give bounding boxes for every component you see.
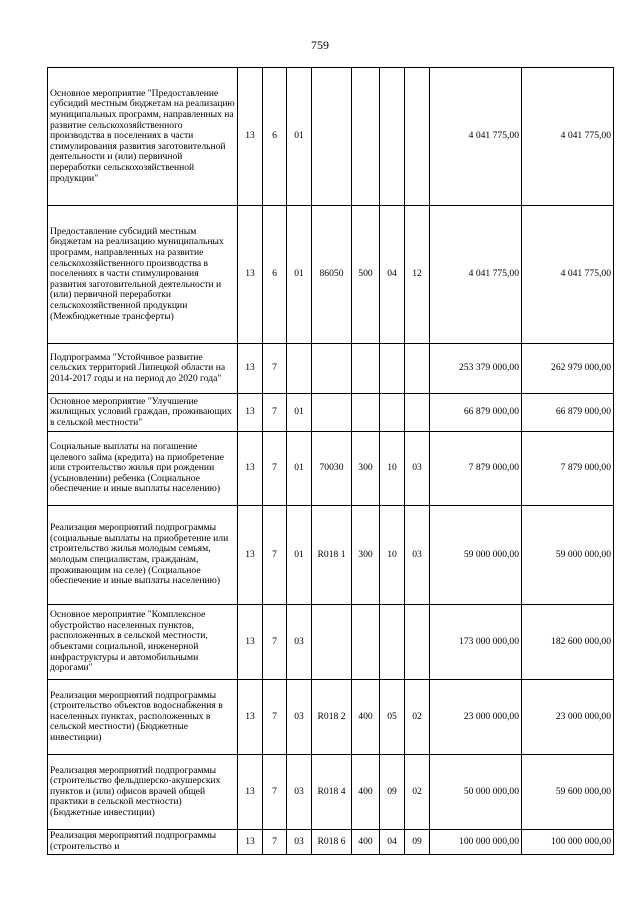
cell-sum2: 4 041 775,00	[522, 206, 614, 344]
cell-vr: 500	[352, 206, 380, 344]
cell-gp: 13	[238, 432, 263, 506]
table-row	[48, 68, 614, 206]
cell-om: 03	[287, 830, 312, 855]
cell-gp: 13	[238, 68, 263, 206]
row-name: Социальные выплаты на погашение целевого займа (кредита) на приобретение или строительство жилья при рождении (усыновлении) ребенка (Социальное обеспечение и иные выплаты населению)	[48, 432, 238, 506]
cell-pp: 7	[263, 394, 287, 432]
cell-sum1: 4 041 775,00	[430, 68, 522, 206]
table-row	[48, 394, 614, 432]
cell-vr	[352, 68, 380, 206]
budget-table	[47, 67, 614, 855]
cell-rz: 10	[380, 432, 405, 506]
cell-pp: 6	[263, 68, 287, 206]
cell-sum1: 23 000 000,00	[430, 680, 522, 755]
cell-gp: 13	[238, 206, 263, 344]
cell-pp: 7	[263, 605, 287, 680]
cell-gp: 13	[238, 605, 263, 680]
cell-om: 01	[287, 206, 312, 344]
cell-pr: 02	[405, 680, 430, 755]
cell-rz: 05	[380, 680, 405, 755]
cell-vr	[352, 394, 380, 432]
cell-rz: 10	[380, 506, 405, 605]
cell-sum1: 7 879 000,00	[430, 432, 522, 506]
cell-om: 03	[287, 680, 312, 755]
cell-dir	[312, 605, 352, 680]
cell-rz: 04	[380, 206, 405, 344]
cell-sum1: 173 000 000,00	[430, 605, 522, 680]
table-body	[48, 68, 614, 855]
cell-pr: 03	[405, 432, 430, 506]
cell-sum2: 182 600 000,00	[522, 605, 614, 680]
cell-sum1: 253 379 000,00	[430, 344, 522, 394]
cell-om: 03	[287, 605, 312, 680]
row-name: Реализация мероприятий подпрограммы (строительство объектов водоснабжения в населенных пунктах, расположенных в сельской местности) (Бюджетные инвестиции)	[48, 680, 238, 755]
cell-pp: 7	[263, 506, 287, 605]
cell-rz	[380, 394, 405, 432]
cell-dir	[312, 394, 352, 432]
cell-pp: 7	[263, 680, 287, 755]
cell-vr: 300	[352, 432, 380, 506]
row-name: Подпрограмма "Устойчивое развитие сельских территорий Липецкой области на 2014-2017 годы и на период до 2020 года"	[48, 344, 238, 394]
cell-dir: R018 6	[312, 830, 352, 855]
cell-sum2: 23 000 000,00	[522, 680, 614, 755]
cell-sum2: 66 879 000,00	[522, 394, 614, 432]
page-number: 759	[311, 38, 329, 52]
cell-rz: 09	[380, 755, 405, 830]
table-row	[48, 432, 614, 506]
cell-vr: 300	[352, 506, 380, 605]
table-row	[48, 506, 614, 605]
cell-pp: 7	[263, 432, 287, 506]
cell-pr: 09	[405, 830, 430, 855]
cell-gp: 13	[238, 344, 263, 394]
cell-vr	[352, 605, 380, 680]
cell-sum1: 59 000 000,00	[430, 506, 522, 605]
cell-pr: 12	[405, 206, 430, 344]
cell-rz	[380, 68, 405, 206]
cell-pr: 02	[405, 755, 430, 830]
cell-pp: 7	[263, 830, 287, 855]
table-row	[48, 605, 614, 680]
cell-dir: R018 1	[312, 506, 352, 605]
row-name: Реализация мероприятий подпрограммы (социальные выплаты на приобретение или строительство жилья молодым семьям, молодым специалистам, гражданам, проживающим на селе) (Социальное обеспечение и иные выплаты населению)	[48, 506, 238, 605]
row-name: Предоставление субсидий местным бюджетам на реализацию муниципальных программ, направленных на развитие сельскохозяйственного производства в поселениях в части стимулирования развития заготовительной деятельности и (или) первичной переработки сельскохозяйственной продукции (Межбюджетные трансферты)	[48, 206, 238, 344]
table-row	[48, 344, 614, 394]
cell-dir: 70030	[312, 432, 352, 506]
cell-sum2: 100 000 000,00	[522, 830, 614, 855]
cell-gp: 13	[238, 755, 263, 830]
cell-om: 01	[287, 432, 312, 506]
cell-pr	[405, 344, 430, 394]
cell-pr	[405, 68, 430, 206]
row-name: Основное мероприятие "Предоставление субсидий местным бюджетам на реализацию муниципальных программ, направленных на развитие сельскохозяйственного производства в поселениях в части стимулирования развития заготовительной деятельности и (или) первичной переработки сельскохозяйственной продукции"	[48, 68, 238, 206]
cell-dir	[312, 68, 352, 206]
table-row	[48, 206, 614, 344]
cell-om: 01	[287, 394, 312, 432]
cell-dir: R018 4	[312, 755, 352, 830]
row-name: Основное мероприятие "Комплексное обустройство населенных пунктов, расположенных в сельской местности, объектами социальной, инженерной инфраструктуры и автомобильными дорогами"	[48, 605, 238, 680]
cell-om	[287, 344, 312, 394]
cell-rz	[380, 605, 405, 680]
cell-sum1: 66 879 000,00	[430, 394, 522, 432]
cell-pr	[405, 605, 430, 680]
cell-pp: 6	[263, 206, 287, 344]
cell-vr: 400	[352, 755, 380, 830]
cell-pr	[405, 394, 430, 432]
cell-pp: 7	[263, 344, 287, 394]
cell-dir: 86050	[312, 206, 352, 344]
cell-gp: 13	[238, 830, 263, 855]
row-name: Основное мероприятие "Улучшение жилищных условий граждан, проживающих в сельской местности"	[48, 394, 238, 432]
cell-sum1: 4 041 775,00	[430, 206, 522, 344]
cell-gp: 13	[238, 680, 263, 755]
cell-vr: 400	[352, 680, 380, 755]
cell-sum2: 7 879 000,00	[522, 432, 614, 506]
cell-dir	[312, 344, 352, 394]
cell-gp: 13	[238, 394, 263, 432]
cell-sum1: 50 000 000,00	[430, 755, 522, 830]
row-name: Реализация мероприятий подпрограммы (строительство фельдшерско-акушерских пунктов и (или) офисов врачей общей практики в сельской местности) (Бюджетные инвестиции)	[48, 755, 238, 830]
cell-rz	[380, 344, 405, 394]
cell-dir: R018 2	[312, 680, 352, 755]
cell-sum2: 59 000 000,00	[522, 506, 614, 605]
cell-om: 01	[287, 68, 312, 206]
cell-om: 03	[287, 755, 312, 830]
cell-sum2: 262 979 000,00	[522, 344, 614, 394]
cell-gp: 13	[238, 506, 263, 605]
table-row	[48, 830, 614, 855]
cell-sum2: 4 041 775,00	[522, 68, 614, 206]
table-row	[48, 680, 614, 755]
cell-sum1: 100 000 000,00	[430, 830, 522, 855]
cell-vr	[352, 344, 380, 394]
cell-pp: 7	[263, 755, 287, 830]
cell-om: 01	[287, 506, 312, 605]
cell-pr: 03	[405, 506, 430, 605]
cell-vr: 400	[352, 830, 380, 855]
row-name: Реализация мероприятий подпрограммы (строительство и	[48, 830, 238, 855]
cell-sum2: 59 600 000,00	[522, 755, 614, 830]
cell-rz: 04	[380, 830, 405, 855]
table-row	[48, 755, 614, 830]
